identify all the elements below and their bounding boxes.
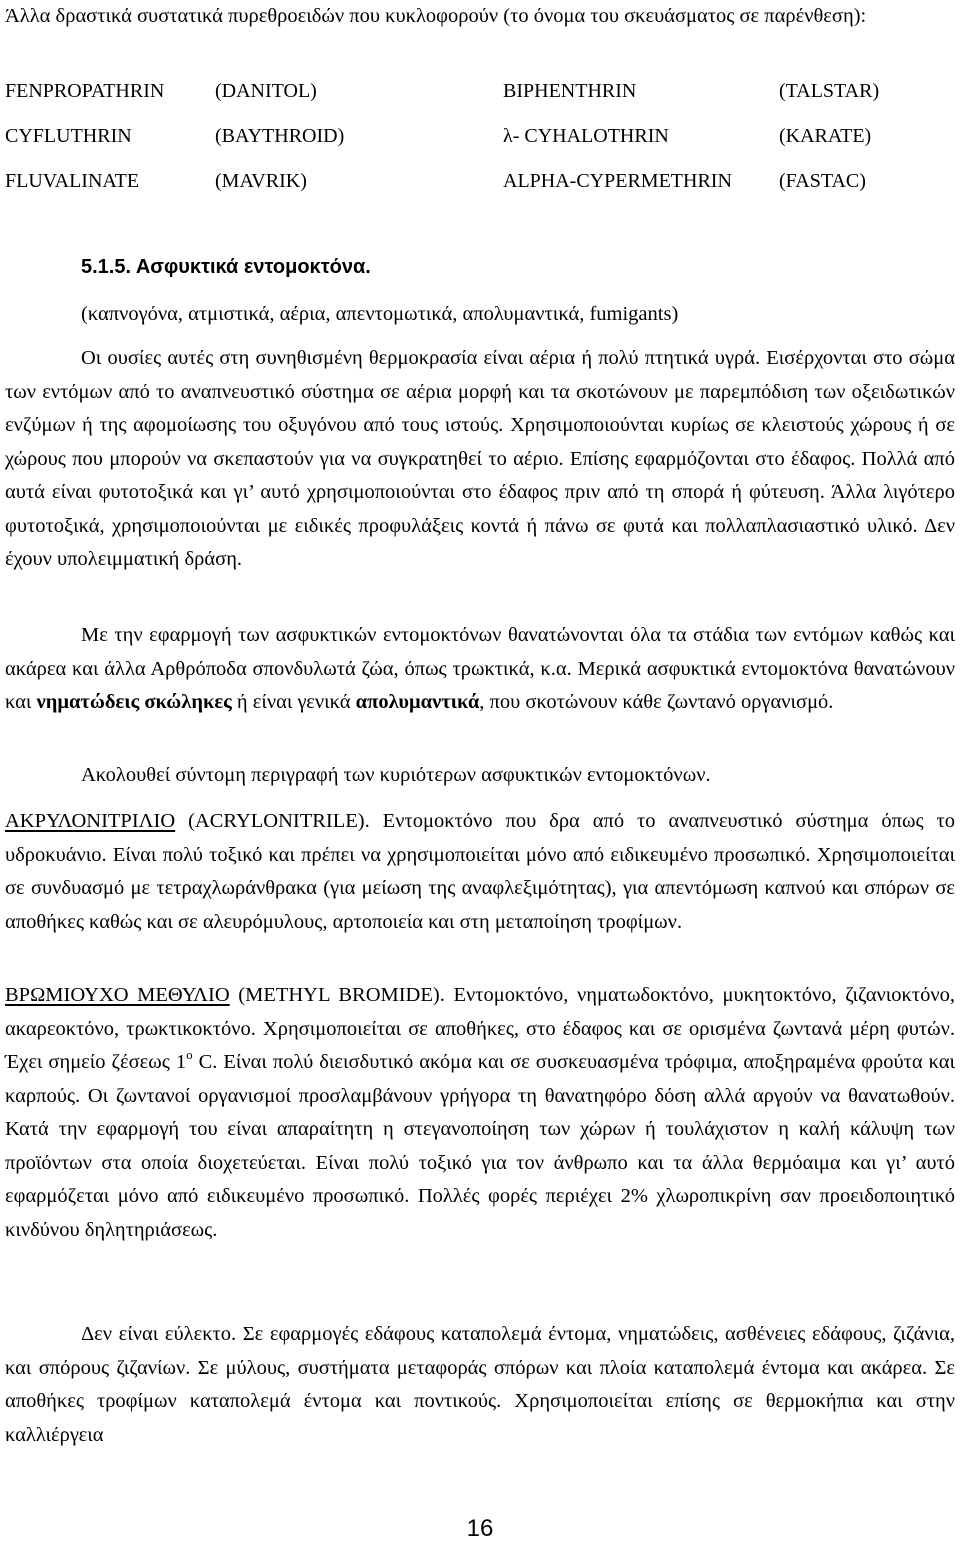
paragraph-overview [5,759,955,793]
active-ingredient: ALPHA-CYPERMETHRIN [503,170,732,192]
pyrethroid-row [5,117,955,162]
paragraph-application [5,619,955,720]
active-ingredient: FENPROPATHRIN [5,80,165,102]
page-number: 16 [466,1515,494,1542]
substance-name: ΒΡΩΜΙΟΥΧΟ ΜΕΘΥΛΙΟ [5,984,230,1006]
paragraph-acrylonitrile [5,805,955,939]
pyrethroid-list [5,72,955,207]
active-ingredient: CYFLUTHRIN [5,125,132,147]
bold-term: απολυμαντικά [355,691,480,713]
intro-paragraph [5,0,955,34]
product-name: (MAVRIK) [215,170,307,192]
paragraph-text [5,805,955,939]
paragraph-text: Οι ουσίες αυτές στη συνηθισμένη θερμοκρασία είναι αέρια ή πολύ πτητικά υγρά. Εισέρχονται στο σώμα των εντόμων από το αναπνευστικό σύστημα σε αέρια μορφή και τα σκοτώνουν με παρεμπόδιση των οξειδωτικών ενζύμων ή της αφομοίωσης του οξυγόνου από τους ιστούς. Χρησιμοποιούνται κυρίως σε κλειστούς χώρους ή σε χώρους που μπορούν να σκεπαστούν για να συγκρατηθεί το αέριο. Επίσης εφαρμόζονται στο έδαφος. Πολλά από αυτά είναι φυτοτοξικά και γι’ αυτό χρησιμοποιούνται στο έδαφος πριν από τη σπορά ή φύτευση. Άλλα λιγότερο φυτοτοξικά, χρησιμοποιούνται με ειδικές προφυλάξεις κοντά ή πάνω σε φυτά και πολλαπλασιαστικό υλικό. Δεν έχουν υπολειμματική δράση. [5,347,955,570]
product-name: (TALSTAR) [779,80,880,102]
paragraph-text: Ακολουθεί σύντομη περιγραφή των κυριότερων ασφυκτικών εντομοκτόνων. [81,764,711,786]
paragraph-uses [5,1318,955,1452]
paragraph-text [5,619,955,720]
paragraph-properties [5,342,955,577]
product-name: (DANITOL) [215,80,317,102]
section-subheading: (καπνογόνα, ατμιστικά, αέρια, απεντομωτικά, απολυμαντικά, fumigants) [81,303,679,325]
section-heading: 5.1.5. Ασφυκτικά εντομοκτόνα. [81,256,371,278]
pyrethroid-row [5,162,955,207]
pyrethroid-row [5,72,955,117]
text-run: , που σκοτώνουν κάθε ζωντανό οργανισμό. [479,691,834,713]
product-name: (BAYTHROID) [215,125,345,147]
intro-text: Άλλα δραστικά συστατικά πυρεθροειδών που κυκλοφορούν (το όνομα του σκευάσματος σε παρένθεση): [5,5,867,27]
superscript: ο [186,1047,193,1062]
active-ingredient: BIPHENTHRIN [503,80,637,102]
bold-term: νηματώδεις σκώληκες [36,691,232,713]
product-name: (FASTAC) [779,170,866,192]
text-run: (ACRYLONITRILE). Εντομοκτόνο που δρα από το αναπνευστικό σύστημα όπως το υδροκυάνιο. Είναι πολύ τοξικό και πρέπει να χρησιμοποιείται μόνο από ειδικευμένο προσωπικό. Χρησιμοποιείται σε συνδυασμό με τετραχλωράνθρακα (για μείωση της αναφλεξιμότητας), για απεντόμωση καπνού και σπόρων σε αποθήκες καθώς και σε αλευρόμυλους, αρτοποιεία και στη μεταποίηση τροφίμων. [5,810,955,933]
paragraph-methyl-bromide [5,979,955,1247]
text-run: C. Είναι πολύ διεισδυτικό ακόμα και σε συσκευασμένα τρόφιμα, αποξηραμένα φρούτα και καρπούς. Οι ζωντανοί οργανισμοί προσλαμβάνουν γρήγορα τη θανατηφόρο δόση αλλά αργούν να θανατωθούν. Κατά την εφαρμογή του είναι απαραίτητη η στεγανοποίηση των χώρων ή τουλάχιστον η καλή κάλυψη των προϊόντων στα οποία διοχετεύεται. Είναι πολύ τοξικό για τον άνθρωπο και τα άλλα θερμόαιμα και γι’ αυτό εφαρμόζεται μόνο από ειδικευμένο προσωπικό. Πολλές φορές περιέχει 2% χλωροπικρίνη σαν προειδοποιητικό κινδύνου δηλητηριάσεως. [5,1051,955,1241]
paragraph-text: Δεν είναι εύλεκτο. Σε εφαρμογές εδάφους καταπολεμά έντομα, νηματώδεις, ασθένειες εδάφους, ζιζάνια, και σπόρους ζιζανίων. Σε μύλους, συστήματα μεταφοράς σπόρων και πλοία καταπολεμά έντομα και ακάρεα. Σε αποθήκες τροφίμων καταπολεμά έντομα και ποντικούς. Χρησιμοποιείται επίσης σε θερμοκήπια και στην καλλιέργεια [5,1323,955,1446]
product-name: (KARATE) [779,125,872,147]
text-run: Με την εφαρμογή των ασφυκτικών εντομοκτόνων θανατώνονται όλα τα στάδια των εντόμων καθώς και ακάρεα και άλλα Αρθρόποδα σπονδυλωτά ζώα, όπως τρωκτικά, κ.α. Μερικά ασφυκτικά εντομοκτόνα θανατώνουν και [5,624,955,713]
active-ingredient: FLUVALINATE [5,170,140,192]
active-ingredient: λ- CYHALOTHRIN [503,125,669,147]
text-run: ή είναι γενικά [231,691,356,713]
text-run: (METHYL BROMIDE). Εντομοκτόνο, νηματωδοκτόνο, μυκητοκτόνο, ζιζανιοκτόνο, ακαρεοκτόνο, τρωκτικοκτόνο. Χρησιμοποιείται σε αποθήκες, στο έδαφος και σε ορισμένα ζωντανά μέρη φυτών. Έχει σημείο ζέσεως 1 [5,984,956,1073]
paragraph-text [5,979,955,1247]
substance-name: ΑΚΡΥΛΟΝΙΤΡΙΛΙΟ [5,810,176,832]
